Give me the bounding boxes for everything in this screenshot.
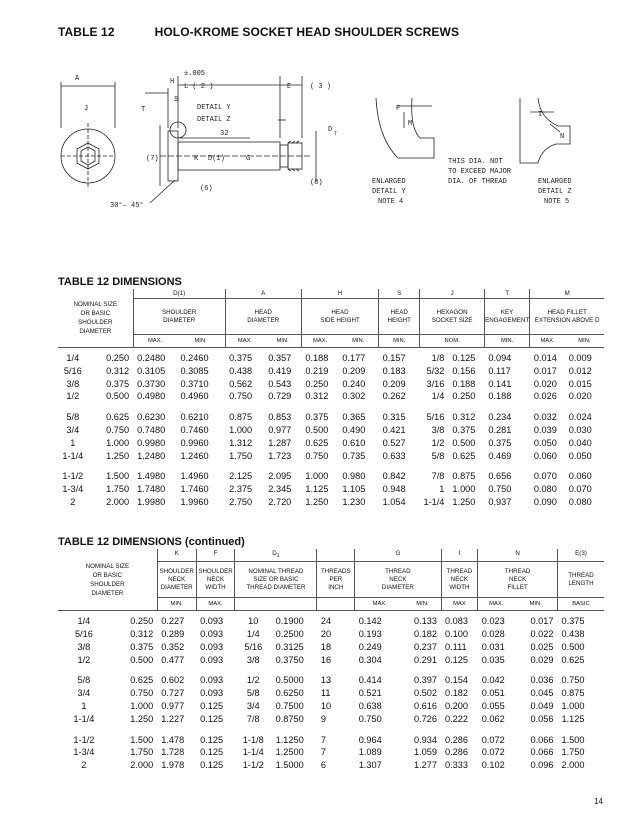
table-cell: 2.125 2.375 2.750 — [229, 471, 253, 507]
svg-text:G: G — [246, 155, 251, 163]
table-cell: 0.094 0.117 0.141 0.188 — [488, 353, 512, 402]
table-cell: 0.6230 0.7480 0.9980 1.2480 — [137, 412, 166, 461]
svg-text:K: K — [194, 155, 199, 163]
table-cell: 0.934 1.059 1.277 — [414, 734, 438, 771]
col-sub: MIN. — [157, 598, 196, 611]
col-name: HEAD HEIGHT — [379, 299, 420, 335]
table-cell: 0.250 0.312 0.375 0.500 — [106, 353, 130, 402]
screw-drawing — [60, 68, 600, 218]
table-cell: 13 11 10 9 — [320, 675, 332, 724]
table-row — [58, 726, 604, 772]
table-cell: 0.602 0.727 0.977 1.227 — [161, 675, 185, 724]
col-sub: MAX. — [225, 335, 264, 348]
svg-text:A: A — [75, 75, 80, 83]
col-name: HEXAGON SOCKET SIZE — [420, 299, 485, 335]
table-cell: 1.500 1.750 2.000 — [106, 471, 130, 507]
svg-text:T: T — [334, 131, 338, 137]
table-cell: 0.357 0.419 0.543 0.729 — [268, 353, 292, 402]
svg-text:NOTE 4: NOTE 4 — [378, 198, 404, 206]
col-sub — [235, 598, 317, 611]
col-name: HEAD FILLET EXTENSION ABOVE D — [530, 299, 604, 335]
col-letter: M — [530, 289, 604, 299]
page-title: HOLO-KROME SOCKET HEAD SHOULDER SCREWS — [154, 25, 460, 39]
table-cell: 0.315 0.421 0.527 0.633 — [382, 412, 406, 461]
col-letter: H — [301, 289, 378, 299]
col-sub: MIN. — [379, 335, 420, 348]
table-cell: 0.1900 0.2500 0.3125 0.3750 — [275, 616, 304, 665]
table-cell: 0.042 0.051 0.055 0.062 — [481, 675, 505, 724]
col-sub: MIN. — [338, 335, 378, 348]
col-sub: MAX. — [301, 335, 338, 348]
table-cell: 0.133 0.182 0.237 0.291 — [414, 616, 438, 665]
svg-text:L ( 2 ): L ( 2 ) — [184, 83, 214, 91]
col-letter: T — [484, 289, 529, 299]
col-name: SHOULDER NECK WIDTH — [196, 562, 235, 598]
svg-text:N: N — [560, 133, 565, 141]
svg-text:32: 32 — [220, 130, 229, 138]
col-sub — [317, 598, 355, 611]
table-cell: 5/8 3/4 1 1-1/4 — [62, 412, 84, 461]
table-cell: 1.1250 1.2500 1.5000 — [275, 734, 304, 771]
col-sub: MIN. — [484, 335, 529, 348]
table-cell: 1-1/8 1-1/4 1-1/2 — [242, 734, 264, 771]
col-sub: BASIC — [558, 598, 604, 611]
table-cell: 0.980 1.105 1.230 — [342, 471, 366, 507]
svg-text:ENLARGED: ENLARGED — [538, 178, 572, 186]
table-cell: 1.478 1.728 1.978 — [161, 734, 185, 771]
table-number: TABLE 12 — [58, 25, 115, 39]
table-cell: 0.625 0.750 1.000 1.250 — [106, 412, 130, 461]
detail-y-note: ENLARGED — [372, 178, 406, 186]
table-cell: 1.000 1.125 1.250 — [305, 471, 329, 507]
svg-text:F: F — [396, 105, 401, 113]
table-cell: 0.142 0.193 0.249 0.304 — [358, 616, 382, 665]
table-cell: 0.070 0.080 0.090 — [533, 471, 557, 507]
table-cell: 0.375 0.438 0.500 0.625 — [561, 616, 585, 665]
dim-tolerance: ±.005 — [184, 70, 206, 78]
table-cell: 7/8 1 1-1/4 — [423, 471, 445, 507]
table-cell: 1.500 1.750 2.000 — [130, 734, 154, 771]
svg-text:(8): (8) — [310, 179, 323, 187]
col-letter: N — [478, 549, 558, 562]
table-row — [58, 348, 604, 404]
table-cell: 0.083 0.100 0.111 0.125 — [445, 616, 469, 665]
svg-text:(7): (7) — [146, 155, 159, 163]
table-cell: 7 7 6 — [320, 734, 327, 771]
table-cell: 0.2460 0.3085 0.3710 0.4960 — [180, 353, 209, 402]
svg-text:NOTE 5: NOTE 5 — [544, 198, 570, 206]
col-name: THREAD LENGTH — [558, 562, 604, 598]
svg-text:DETAIL Z: DETAIL Z — [538, 188, 572, 196]
table-cell: 0.017 0.022 0.025 0.029 — [530, 616, 554, 665]
col-sub: MIN. — [565, 335, 604, 348]
table-cell: 0.656 0.750 0.937 — [488, 471, 512, 507]
col-name: NOMINAL THREAD SIZE OR BASIC THREAD DIAMETER — [235, 562, 317, 598]
svg-text:DIA. OF THREAD: DIA. OF THREAD — [448, 178, 507, 186]
col-letter: K — [157, 549, 196, 562]
svg-text:( 3 ): ( 3 ) — [310, 83, 332, 91]
col-letter — [317, 549, 355, 562]
table-cell: 0.250 0.312 0.375 0.500 — [130, 616, 154, 665]
table-cell: 0.072 0.072 0.102 — [481, 734, 505, 771]
table-cell: 0.375 0.438 0.562 0.750 — [229, 353, 253, 402]
table-row — [58, 403, 604, 462]
detail-y — [376, 98, 434, 158]
table-cell: 1.500 1.750 2.000 — [561, 734, 585, 771]
table-cell: 0.023 0.028 0.031 0.035 — [481, 616, 505, 665]
table-cell: 1/4 5/16 3/8 1/2 — [74, 616, 93, 665]
table-cell: 0.875 1.000 1.250 — [452, 471, 476, 507]
side-view — [145, 76, 316, 203]
table-cell: 1.4960 1.7460 1.9960 — [180, 471, 209, 507]
col-letter: F — [196, 549, 235, 562]
col-name: KEY ENGAGEMENT — [484, 299, 529, 335]
head-end-view — [61, 82, 115, 188]
col-letter: I — [441, 549, 478, 562]
table-cell: 0.188 0.219 0.250 0.312 — [305, 353, 329, 402]
table-cell: 2.095 2.345 2.720 — [268, 471, 292, 507]
col-letter: $D_1$ — [235, 549, 317, 562]
page-number: 14 — [594, 797, 603, 806]
table-cell: 0.066 0.066 0.096 — [530, 734, 554, 771]
table-cell: 0.375 0.500 0.625 0.750 — [305, 412, 329, 461]
table-row — [58, 462, 604, 508]
col-sub: MIN. — [176, 335, 225, 348]
svg-text:E: E — [287, 83, 292, 91]
table-cell: 5/8 3/4 1 1-1/4 — [73, 675, 95, 724]
svg-text:THIS DIA. NOT: THIS DIA. NOT — [448, 158, 503, 166]
table-cell: 0.060 0.070 0.080 — [568, 471, 592, 507]
col-sub: MAX — [441, 598, 478, 611]
col-letter: S — [379, 289, 420, 299]
col-name: SHOULDER DIAMETER — [133, 299, 225, 335]
table1-body — [58, 348, 604, 509]
svg-text:DETAIL Y: DETAIL Y — [372, 188, 406, 196]
col-letter: J — [420, 289, 485, 299]
col-letter: G — [355, 549, 441, 562]
page-header — [58, 25, 459, 39]
table-cell: 0.024 0.030 0.040 0.050 — [568, 412, 592, 461]
table1-title: TABLE 12 DIMENSIONS — [58, 276, 182, 288]
col-letter: E(3) — [558, 549, 604, 562]
detail-z — [520, 98, 570, 163]
table-cell: 0.286 0.286 0.333 — [445, 734, 469, 771]
table-cell: 0.875 1.000 1.312 1.750 — [229, 412, 253, 461]
table-cell: 0.227 0.289 0.352 0.477 — [161, 616, 185, 665]
table-cell: 0.125 0.156 0.188 0.250 — [452, 353, 476, 402]
svg-text:S: S — [174, 96, 179, 104]
table-cell: 0.312 0.375 0.500 0.625 — [452, 412, 476, 461]
svg-text:D(1): D(1) — [208, 155, 225, 163]
svg-text:H: H — [170, 78, 175, 86]
svg-text:T: T — [141, 106, 146, 114]
table-cell: 1-1/2 1-3/4 2 — [62, 471, 84, 507]
table-cell: 0.036 0.045 0.049 0.056 — [530, 675, 554, 724]
nominal-size-header: NOMINAL SIZE OR BASIC SHOULDER DIAMETER — [58, 289, 133, 348]
table2 — [58, 549, 604, 772]
col-sub: MAX. — [133, 335, 176, 348]
table-row — [58, 666, 604, 725]
table-cell: 0.014 0.017 0.020 0.026 — [533, 353, 557, 402]
col-sub: MAX. — [530, 335, 565, 348]
table-cell: 0.964 1.089 1.307 — [358, 734, 382, 771]
col-letter: D(1) — [133, 289, 225, 299]
table-cell: 0.6210 0.7460 0.9960 1.2460 — [180, 412, 209, 461]
col-name: HEAD DIAMETER — [225, 299, 301, 335]
table-cell: 5/16 3/8 1/2 5/8 — [426, 412, 445, 461]
col-name: SHOULDER NECK DIAMETER — [157, 562, 196, 598]
table-cell: 1/8 5/32 3/16 1/4 — [426, 353, 445, 402]
col-name: THREAD NECK WIDTH — [441, 562, 478, 598]
table-cell: 0.234 0.281 0.375 0.469 — [488, 412, 512, 461]
table-cell: 1.4980 1.7480 1.9980 — [137, 471, 166, 507]
table-cell: 0.625 0.750 1.000 1.250 — [130, 675, 154, 724]
table2-title: TABLE 12 DIMENSIONS (continued) — [58, 536, 245, 548]
table-cell: 0.2480 0.3105 0.3730 0.4980 — [137, 353, 166, 402]
col-letter: A — [225, 289, 301, 299]
col-name: THREAD NECK FILLET — [478, 562, 558, 598]
table-cell: 0.5000 0.6250 0.7500 0.8750 — [275, 675, 304, 724]
table-cell: 0.397 0.502 0.616 0.726 — [414, 675, 438, 724]
svg-text:TO EXCEED MAJOR: TO EXCEED MAJOR — [448, 168, 512, 176]
table-row — [58, 611, 604, 667]
col-sub: NOM. — [420, 335, 485, 348]
table-cell: 10 1/4 5/16 3/8 — [244, 616, 263, 665]
col-name: THREADS PER INCH — [317, 562, 355, 598]
table-cell: 1/4 5/16 3/8 1/2 — [63, 353, 82, 402]
col-sub: MAX. — [355, 598, 405, 611]
table-cell: 0.093 0.093 0.093 0.093 — [200, 616, 224, 665]
nominal-size-header: NOMINAL SIZE OR BASIC SHOULDER DIAMETER — [58, 549, 157, 611]
table-cell: 0.093 0.093 0.125 0.125 — [200, 675, 224, 724]
table-cell: 0.154 0.182 0.200 0.222 — [445, 675, 469, 724]
svg-text:(6): (6) — [200, 185, 213, 193]
col-sub: MIN. — [514, 598, 557, 611]
col-name: THREAD NECK DIAMETER — [355, 562, 441, 598]
table-cell: 0.009 0.012 0.015 0.020 — [568, 353, 592, 402]
table-cell: 0.365 0.490 0.610 0.735 — [342, 412, 366, 461]
svg-text:DETAIL Z: DETAIL Z — [197, 116, 231, 124]
svg-text:D: D — [328, 126, 333, 134]
table-cell: 1-1/2 1-3/4 2 — [73, 734, 95, 771]
table2-body — [58, 611, 604, 772]
svg-text:I: I — [538, 111, 543, 119]
table-cell: 0.750 0.875 1.000 1.125 — [561, 675, 585, 724]
table-cell: 24 20 18 16 — [320, 616, 332, 665]
table-cell: 0.125 0.125 0.125 — [200, 734, 224, 771]
svg-text:30°– 45°: 30°– 45° — [110, 202, 144, 210]
table-cell: 1/2 5/8 3/4 7/8 — [246, 675, 260, 724]
col-name: HEAD SIDE HEIGHT — [301, 299, 378, 335]
col-sub: MAX. — [196, 598, 235, 611]
table1 — [58, 289, 604, 509]
table-cell: 0.414 0.521 0.638 0.750 — [358, 675, 382, 724]
svg-text:DETAIL Y: DETAIL Y — [197, 104, 231, 112]
table-cell: 0.032 0.039 0.050 0.060 — [533, 412, 557, 461]
col-sub: MAX. — [478, 598, 515, 611]
svg-text:J: J — [84, 105, 89, 113]
table-cell: 0.842 0.948 1.054 — [382, 471, 406, 507]
col-sub: MIN. — [404, 598, 441, 611]
svg-text:M: M — [408, 120, 413, 128]
table-cell: 0.853 0.977 1.287 1.723 — [268, 412, 292, 461]
col-sub: MIN. — [264, 335, 301, 348]
table-cell: 0.157 0.183 0.209 0.262 — [382, 353, 406, 402]
table-cell: 0.177 0.209 0.240 0.302 — [342, 353, 366, 402]
